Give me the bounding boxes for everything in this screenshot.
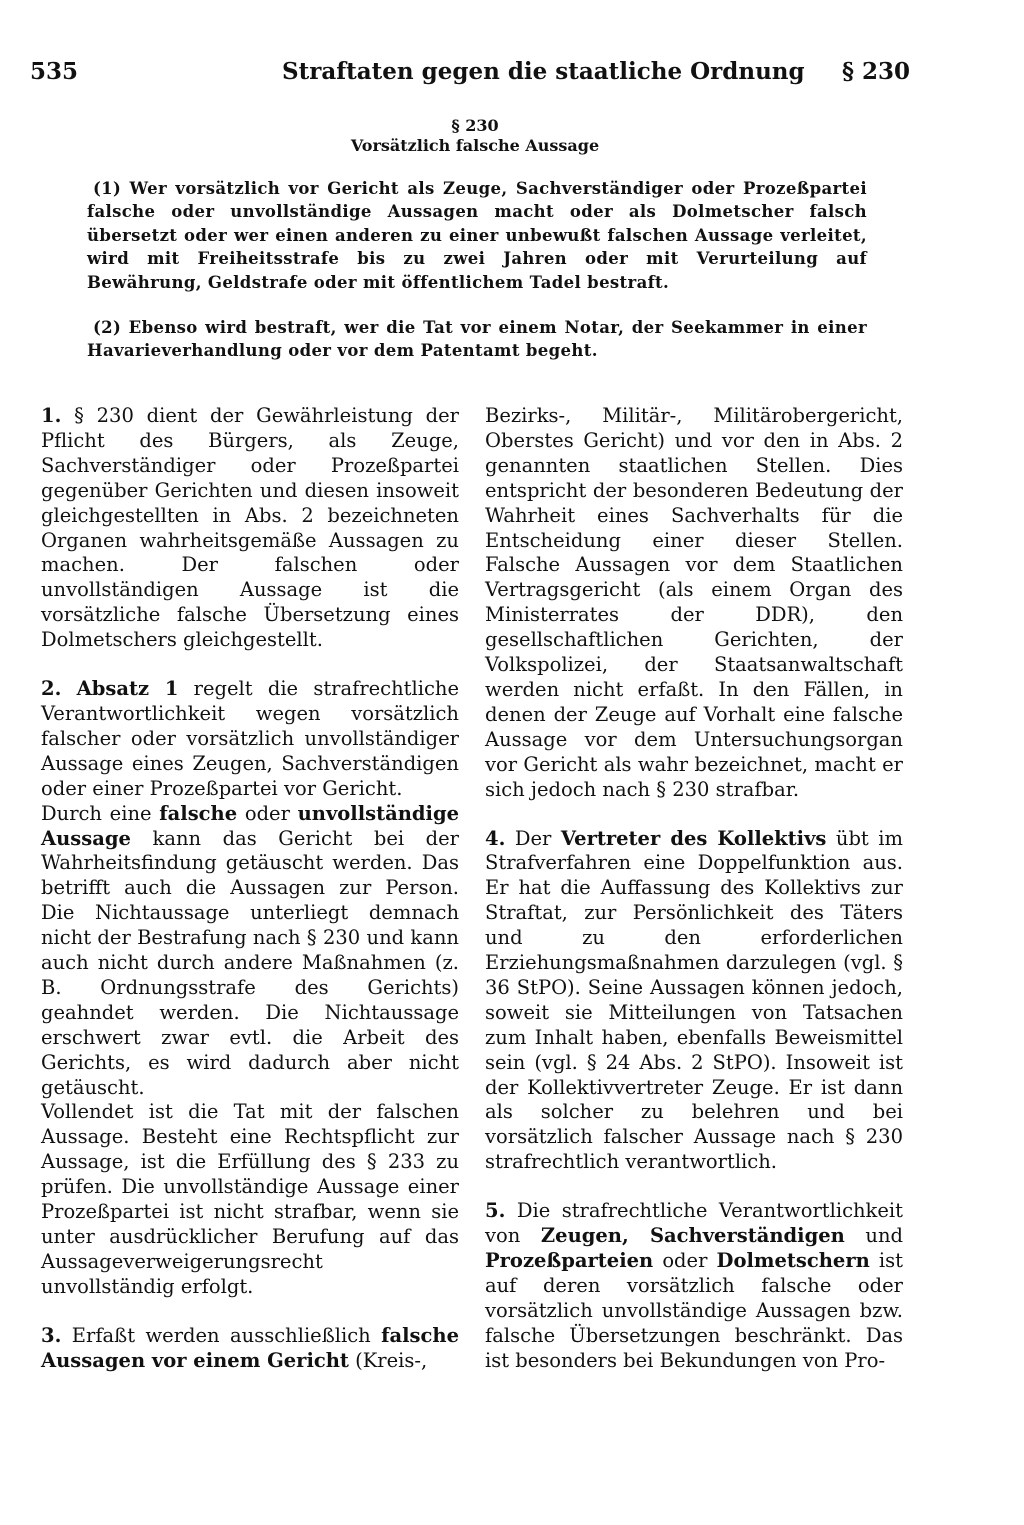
- running-title: Straftaten gegen die staatliche Ordnung: [282, 58, 805, 85]
- commentary-column-left: [41, 404, 459, 1374]
- commentary-note-3: [41, 1324, 459, 1374]
- note-text: Erfaßt werden ausschließlich: [61, 1323, 382, 1347]
- emphasis: Prozeßparteien: [485, 1249, 654, 1272]
- note-text: regelt die strafrechtliche Verantwortlichkeit wegen vorsätzlich falscher oder vorsätzlich unvollständiger Aussage eines Zeugen, Sachverständigen oder einer Prozeßpartei vor Gericht.: [41, 677, 459, 800]
- note-text: oder: [653, 1249, 717, 1272]
- note-text: kann das Gericht bei der Wahrheitsfindung getäuscht werden. Das betrifft auch die Aussagen zur Person. Die Nichtaussage unterliegt demnach nicht der Bestrafung nach § 230 und kann auch nicht durch andere Maßnahmen (z. B. Ordnungsstrafe des Gerichts) geahndet werden. Die Nichtaussage erschwert zwar evtl. die Arbeit des Gerichts, es wird dadurch aber nicht getäuscht.: [41, 826, 459, 1099]
- note-text: Die strafrechtliche Verantwortlichkeit von: [485, 1199, 903, 1248]
- emphasis: Vertreter des Kollektivs: [560, 826, 827, 850]
- section-heading: Vorsätzlich falsche Aussage: [350, 136, 600, 155]
- commentary-note-2-para-3: Vollendet ist die Tat mit der falschen Aussage. Besteht eine Rechtspflicht zur Aussage, ist die Erfüllung des § 233 zu prüfen. Die unvollständige Aussage einer Prozeßpartei ist nicht strafbar, wenn sie unter ausdrücklicher Berufung auf das Aussageverweigerungsrecht unvollständig erfolgt.: [41, 1100, 459, 1298]
- note-text: Der: [505, 826, 561, 850]
- commentary-note-1: [41, 404, 459, 653]
- commentary-note-5: [485, 1199, 903, 1373]
- note-number: 5.: [485, 1199, 506, 1223]
- note-text: übt im Strafverfahren eine Doppelfunktion aus. Er hat die Auffassung des Kollektivs zur Straftat, zur Persönlichkeit des Täters und zu den erforderlichen Erziehungsmaßnahmen darzulegen (vgl. § 36 StPO). Seine Aussagen können jedoch, soweit sie Mitteilungen von Tatsachen zum Inhalt haben, ebenfalls Beweismittel sein (vgl. § 24 Abs. 2 StPO). Insoweit ist der Kollektivvertreter Zeuge. Er ist dann als solcher zu belehren und bei vorsätzlich falscher Aussage nach § 230 strafrechtlich verantwortlich.: [485, 826, 903, 1174]
- note-text: (Kreis-,: [348, 1348, 428, 1372]
- commentary-note-4: [485, 827, 903, 1176]
- statute-paragraph-2: (2) Ebenso wird bestraft, wer die Tat vor einem Notar, der Seekammer in einer Havarieverhandlung oder vor dem Patentamt begeht.: [87, 318, 867, 361]
- running-section: § 230: [841, 58, 910, 85]
- emphasis: unvollständige Aussage: [41, 801, 459, 850]
- emphasis: Absatz 1: [76, 677, 179, 701]
- page-number: 535: [30, 58, 79, 85]
- emphasis: Dolmetschern: [716, 1249, 870, 1272]
- commentary-note-3-continued: [485, 404, 903, 803]
- running-header: [30, 58, 910, 92]
- commentary-note-2: [41, 677, 459, 802]
- note-text: ist auf deren vorsätzlich falsche oder vorsätzlich unvollständige Aussagen bzw. falsche Übersetzungen beschränkt. Das ist besonders bei Bekundungen von Pro-: [485, 1249, 904, 1372]
- emphasis: Zeugen, Sachverständigen: [540, 1224, 845, 1248]
- commentary-column-right: [485, 404, 903, 1374]
- note-number: 3.: [41, 1323, 62, 1347]
- note-text: Durch eine: [41, 801, 160, 825]
- statute-paragraph-1: (1) Wer vorsätzlich vor Gericht als Zeuge, Sachverständiger oder Prozeßpartei falsche oder unvollständige Aussagen macht oder als Dolmetscher falsch übersetzt oder wer einen anderen zu einer unbewußt falschen Aussage verleitet, wird mit Freiheitsstrafe bis zu zwei Jahren oder mit Verurteilung auf Bewährung, Geldstrafe oder mit öffentlichem Tadel bestraft.: [87, 179, 867, 292]
- emphasis: falsche Aussagen vor einem Gericht: [41, 1323, 459, 1372]
- note-text: oder: [237, 801, 298, 825]
- note-number: 2.: [41, 677, 62, 701]
- note-text: § 230 dient der Gewährleistung der Pflicht des Bürgers, als Zeuge, Sachverständiger oder Prozeßpartei gegenüber Gerichten und diesen insoweit gleichgestellten in Abs. 2 bezeichneten Organen wahrheitsgemäße Aussagen zu machen. Der falschen oder unvollständigen Aussage ist die vorsätzliche falsche Übersetzung eines Dolmetschers gleichgestellt.: [41, 404, 459, 652]
- note-text: und: [844, 1224, 903, 1248]
- emphasis: falsche: [159, 801, 238, 825]
- note-number: 1.: [41, 404, 62, 427]
- commentary-note-2-para-2: [41, 802, 459, 1101]
- note-text: Bezirks-, Militär-, Militärobergericht, Oberstes Gericht) und vor den in Abs. 2 genannten staatlichen Stellen. Dies entspricht der besonderen Bedeutung der Wahrheit eines Sachverhalts für die Entscheidung einer dieser Stellen. Falsche Aussagen vor dem Staatlichen Vertragsgericht (als einem Organ des Ministerrates der DDR), den gesellschaftlichen Gerichten, der Volkspolizei, der Staatsanwaltschaft werden nicht erfaßt. In den Fällen, in denen der Zeuge auf Vorhalt eine falsche Aussage vor dem Untersuchungsorgan vor Gericht als wahr bezeichnet, macht er sich jedoch nach § 230 strafbar.: [485, 404, 903, 801]
- note-number: 4.: [485, 826, 506, 850]
- section-number: § 230: [451, 116, 499, 135]
